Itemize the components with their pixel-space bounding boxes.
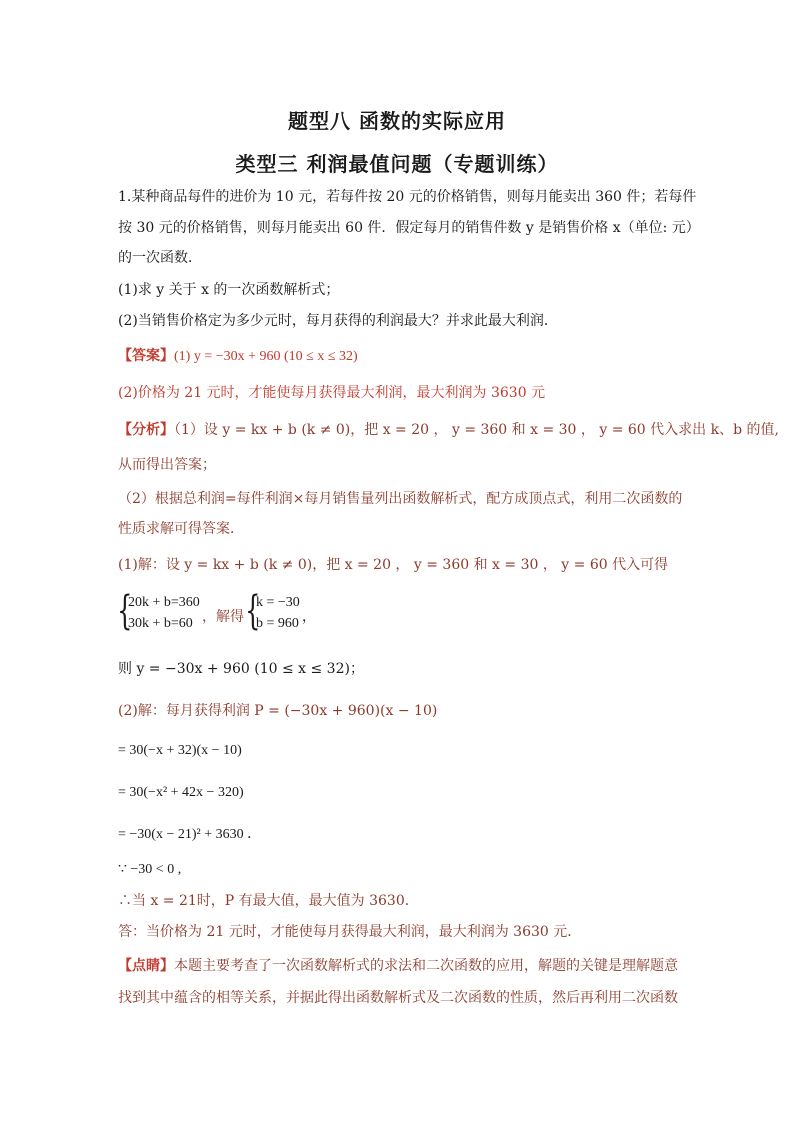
- comment-text-1: 本题主要考查了一次函数解析式的求法和二次函数的应用，解题的关键是理解题意: [174, 958, 678, 974]
- system-row-2: 30k + b=60: [128, 616, 193, 631]
- problem-line-1: 1.某种商品每件的进价为 10 元，若每件按 20 元的价格销售，则每月能卖出 360 件；若每件: [118, 189, 697, 205]
- question-1: (1)求 y 关于 x 的一次函数解析式；: [118, 282, 340, 298]
- analysis-line-4: 性质求解可得答案．: [118, 521, 244, 537]
- system-row-1: 20k + b=360: [128, 595, 200, 610]
- solution-step-8: ∴当 x = 21时，P 有最大值，最大值为 3630．: [118, 893, 419, 909]
- equation-system: [117, 588, 438, 635]
- comment-line-2: 找到其中蕴含的相等关系，并据此得出函数解析式及二次函数的性质，然后再利用二次函数: [118, 990, 678, 1006]
- answer-2: (2)价格为 21 元时，才能使每月获得最大利润，最大利润为 3630 元: [118, 385, 546, 401]
- solution-step-1: (1)解：设 y = kx + b (k ≠ 0)，把 x = 20 ， y = 360 和 x = 30 ， y = 60 代入可得: [118, 557, 669, 573]
- solution-step-6: = −30(x − 21)² + 3630 ．: [118, 827, 262, 842]
- solution-step-9: 答：当价格为 21 元时，才能使每月获得最大利润，最大利润为 3630 元．: [118, 924, 582, 940]
- answer-1: (1) y = −30x + 960 (10 ≤ x ≤ 32): [174, 349, 358, 364]
- question-2: (2)当销售价格定为多少元时，每月获得的利润最大？并求此最大利润．: [118, 313, 558, 329]
- page-title: 题型八 函数的实际应用: [288, 109, 506, 133]
- analysis-line-1: [118, 420, 779, 440]
- solution-step-4: = 30(−x + 32)(x − 10): [118, 743, 242, 758]
- problem-line-2: 按 30 元的价格销售，则每月能卖出 60 件．假定每月的销售件数 y 是销售价格 x（单位: 元）: [118, 220, 700, 236]
- left-brace-2: {: [245, 588, 261, 634]
- analysis-text-1: （1）设 y = kx + b (k ≠ 0)，把 x = 20 ， y = 360 和 x = 30 ， y = 60 代入求出 k、b 的值,: [174, 422, 779, 438]
- analysis-line-3: （2）根据总利润=每件利润×每月销售量列出函数解析式，配方成顶点式，利用二次函数的: [118, 491, 683, 507]
- comment-tag: 【点睛】: [118, 958, 174, 974]
- solution-row-2: b = 960: [256, 616, 299, 631]
- answer-line-1: [118, 346, 358, 367]
- analysis-line-2: 从而得出答案；: [118, 457, 216, 473]
- system-end-comma: ，: [302, 610, 316, 625]
- solution-step-3: (2)解：每月获得利润 P = (−30x + 960)(x − 10): [118, 703, 438, 719]
- problem-line-3: 的一次函数．: [118, 250, 202, 266]
- solution-step-7: ∵ −30 < 0 ,: [118, 862, 182, 877]
- analysis-tag: 【分析】: [118, 422, 174, 438]
- page-subtitle: 类型三 利润最值问题（专题训练）: [235, 152, 559, 176]
- answer-tag: 【答案】: [118, 348, 174, 364]
- left-brace-1: {: [117, 588, 133, 634]
- solution-step-2: 则 y = −30x + 960 (10 ≤ x ≤ 32)；: [118, 661, 364, 677]
- solution-step-5: = 30(−x² + 42x − 320): [118, 785, 244, 800]
- solution-row-1: k = −30: [256, 595, 300, 610]
- comment-line-1: [118, 956, 678, 976]
- solve-word: ，解得: [202, 610, 244, 625]
